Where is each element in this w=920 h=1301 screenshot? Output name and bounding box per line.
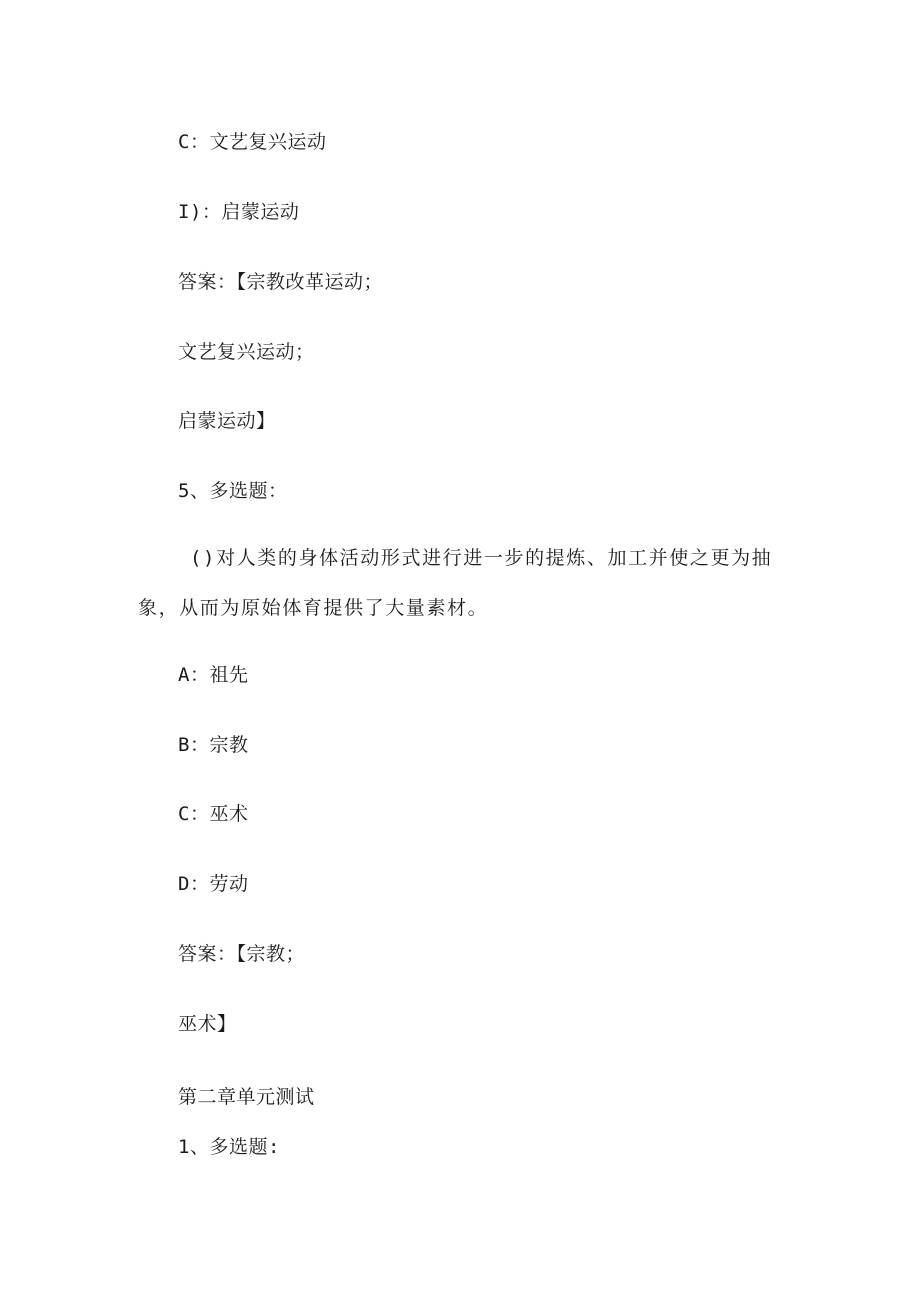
ch2-q1-header: 1、多选题: — [178, 1136, 280, 1158]
q5-stem-line-1: ()对人类的身体活动形式进行进一步的提炼、加工并使之更为抽 — [190, 547, 773, 569]
q5-answer-line-1: 答案：【宗教； — [178, 943, 306, 965]
q4-answer-line-2: 文艺复兴运动； — [178, 341, 315, 363]
q5-option-a: A：祖先 — [178, 664, 249, 686]
q5-header: 5、多选题： — [178, 480, 288, 502]
q4-answer-line-1: 答案：【宗教改革运动； — [178, 271, 384, 293]
q4-option-c: C：文艺复兴运动 — [178, 131, 327, 153]
q4-option-d: I)：启蒙运动 — [178, 201, 300, 223]
q5-option-b: B：宗教 — [178, 734, 249, 756]
q5-option-d: D：劳动 — [178, 873, 249, 895]
q5-option-c: C：巫术 — [178, 803, 249, 825]
q5-answer-line-2: 巫术】 — [178, 1013, 237, 1035]
chapter-heading: 第二章单元测试 — [178, 1086, 315, 1108]
q4-answer-line-3: 启蒙运动】 — [178, 410, 276, 432]
q5-stem-line-2: 象，从而为原始体育提供了大量素材。 — [138, 597, 489, 619]
